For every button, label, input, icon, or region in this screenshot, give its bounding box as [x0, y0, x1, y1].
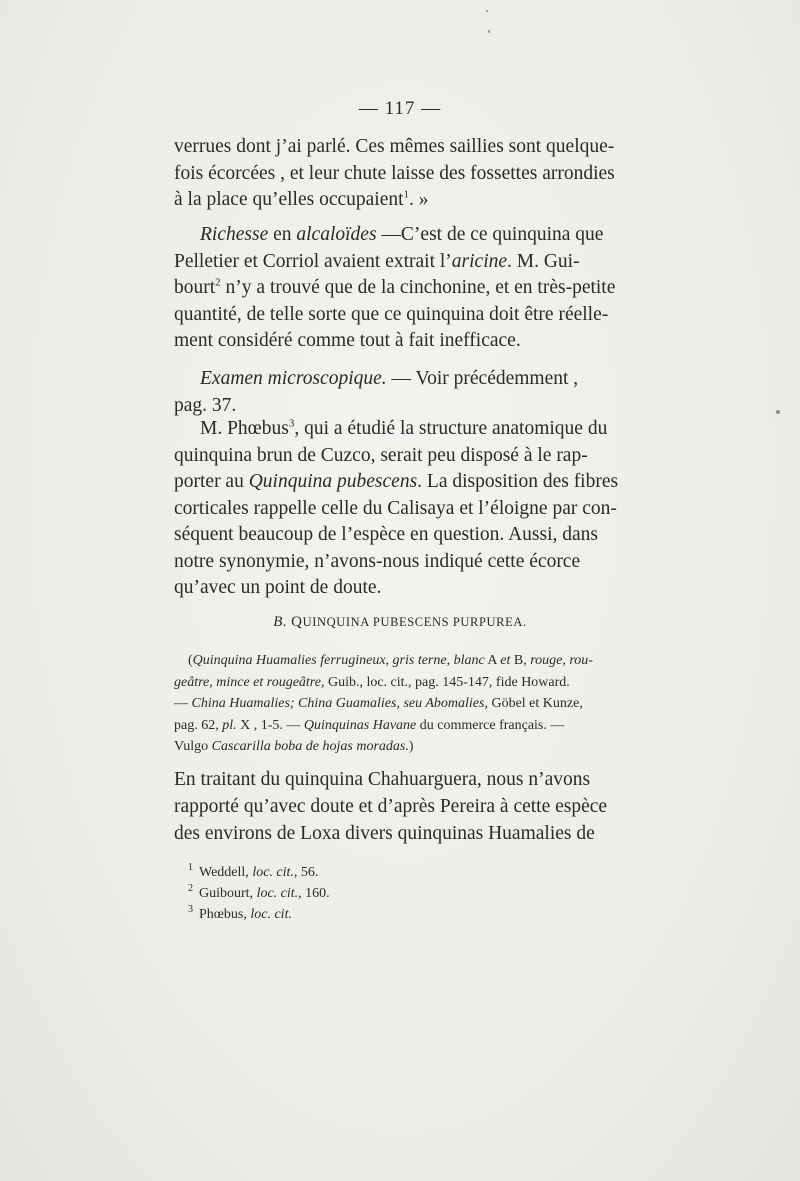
footnote-author: Phœbus,	[199, 907, 251, 922]
line: notre synonymie, n’avons-nous indiqué cette écorce	[174, 550, 581, 572]
heading-letter: B.	[273, 614, 288, 630]
italic-term: pl.	[222, 717, 237, 733]
footnote-author: Guibourt,	[199, 886, 257, 901]
text: B,	[510, 653, 531, 668]
line: des environs de Loxa divers quinquinas Huamalies de	[174, 823, 595, 844]
text: — Voir précédemment ,	[386, 368, 579, 389]
line: rapporté qu’avec doute et d’après Pereira à cette espèce	[174, 796, 608, 817]
italic-term: Quinquina Huamalies ferrugineux, gris terne, blanc	[192, 653, 485, 668]
line: verrues dont j’ai parlé. Ces mêmes saillies sont quelque-	[174, 136, 615, 157]
italic-term: aricine	[451, 250, 508, 272]
footnote	[188, 883, 618, 904]
footnotes	[188, 862, 618, 925]
synonymy-block	[174, 650, 626, 758]
footnote-author: Weddell,	[199, 865, 253, 880]
paragraph-4	[174, 416, 626, 602]
footnote-mark: 2	[188, 883, 193, 895]
text: M. Phœbus	[200, 418, 289, 439]
footnote-ref: 1	[403, 188, 410, 201]
line: quinquina brun de Cuzco, serait peu disposé à le rap-	[174, 444, 588, 466]
text: pag. 62,	[174, 717, 223, 733]
page-number: — 117 —	[358, 98, 442, 119]
text: en	[268, 224, 297, 245]
line-end: . M. Gui-	[507, 250, 580, 272]
text: )	[408, 739, 414, 754]
text: , qui a étudié la structure anatomique du	[294, 418, 608, 439]
line: à la place qu’elles occupaient	[174, 189, 404, 210]
italic-term: Quinquina pubescens	[248, 471, 418, 492]
paragraph-2	[174, 222, 626, 355]
species-heading	[174, 614, 626, 631]
footnote-ref: 3	[288, 417, 295, 430]
footnote-ref: 2	[215, 276, 221, 289]
italic-term: Cascarilla boba de hojas moradas.	[211, 739, 409, 754]
speck	[488, 30, 490, 33]
line-end: . »	[409, 189, 429, 210]
text: n’y a trouvé que de la cinchonine, et en très-petite	[220, 277, 616, 298]
line: fois écorcées , et leur chute laisse des fossettes arrondies	[174, 162, 615, 184]
paragraph-3	[174, 366, 626, 419]
speck	[486, 10, 488, 12]
text: bourt	[174, 277, 216, 298]
paragraph-5	[174, 766, 626, 847]
italic-term: et	[500, 653, 511, 668]
italic-term: alcaloïdes	[296, 224, 377, 245]
line: qu’avec un point de doute.	[174, 577, 382, 598]
text: . La disposition des fibres	[417, 471, 619, 492]
text: Göbel et Kunze,	[487, 696, 583, 711]
footnote-page: , 56.	[293, 865, 319, 880]
italic-term: geâtre, mince et rougeâtre,	[174, 674, 325, 690]
text: —C’est de ce quinquina que	[376, 224, 604, 245]
text: —	[174, 696, 192, 711]
section-heading: Examen microscopique.	[200, 368, 387, 389]
footnote-ref-text: loc. cit.	[256, 886, 299, 901]
text: Vulgo	[174, 739, 212, 754]
section-heading: Richesse	[200, 224, 269, 245]
line: ment considéré comme tout à fait inefficace.	[174, 330, 521, 351]
line: quantité, de telle sorte que ce quinquina doit être réelle-	[174, 303, 609, 325]
text: (	[188, 653, 193, 668]
italic-term: Quinquinas Havane	[303, 717, 417, 733]
speck	[776, 410, 780, 414]
footnote-ref-text: loc. cit.	[252, 865, 294, 880]
line: En traitant du quinquina Chahuarguera, nous n’avons	[174, 769, 591, 790]
text: X , 1-5. —	[236, 717, 304, 733]
heading-initial: Q	[291, 614, 303, 630]
text: du commerce français. —	[416, 717, 565, 733]
footnote-ref-text: loc. cit.	[250, 907, 292, 922]
italic-term: China Huamalies; China Guamalies, seu Abomalies,	[191, 696, 488, 711]
footnote-mark: 1	[188, 862, 193, 874]
line: Pelletier et Corriol avaient extrait l’	[174, 250, 452, 272]
line: pag. 37.	[174, 394, 237, 416]
footnote	[188, 904, 618, 925]
line: corticales rappelle celle du Calisaya et l’éloigne par con-	[174, 497, 617, 519]
bleed-through	[600, 188, 780, 214]
line: séquent beaucoup de l’espèce en question. Aussi, dans	[174, 524, 599, 545]
footnote	[188, 862, 618, 883]
footnote-page: , 160.	[298, 886, 330, 901]
heading-title: UINQUINA PUBESCENS PURPUREA.	[302, 615, 527, 629]
italic-term: rouge, rou-	[530, 653, 593, 668]
footnote-mark: 3	[188, 904, 193, 916]
text: A	[484, 653, 501, 668]
paragraph-1	[174, 134, 626, 214]
text: Guib., loc. cit., pag. 145-147, fide Howard.	[324, 674, 570, 690]
text: porter au	[174, 471, 249, 492]
